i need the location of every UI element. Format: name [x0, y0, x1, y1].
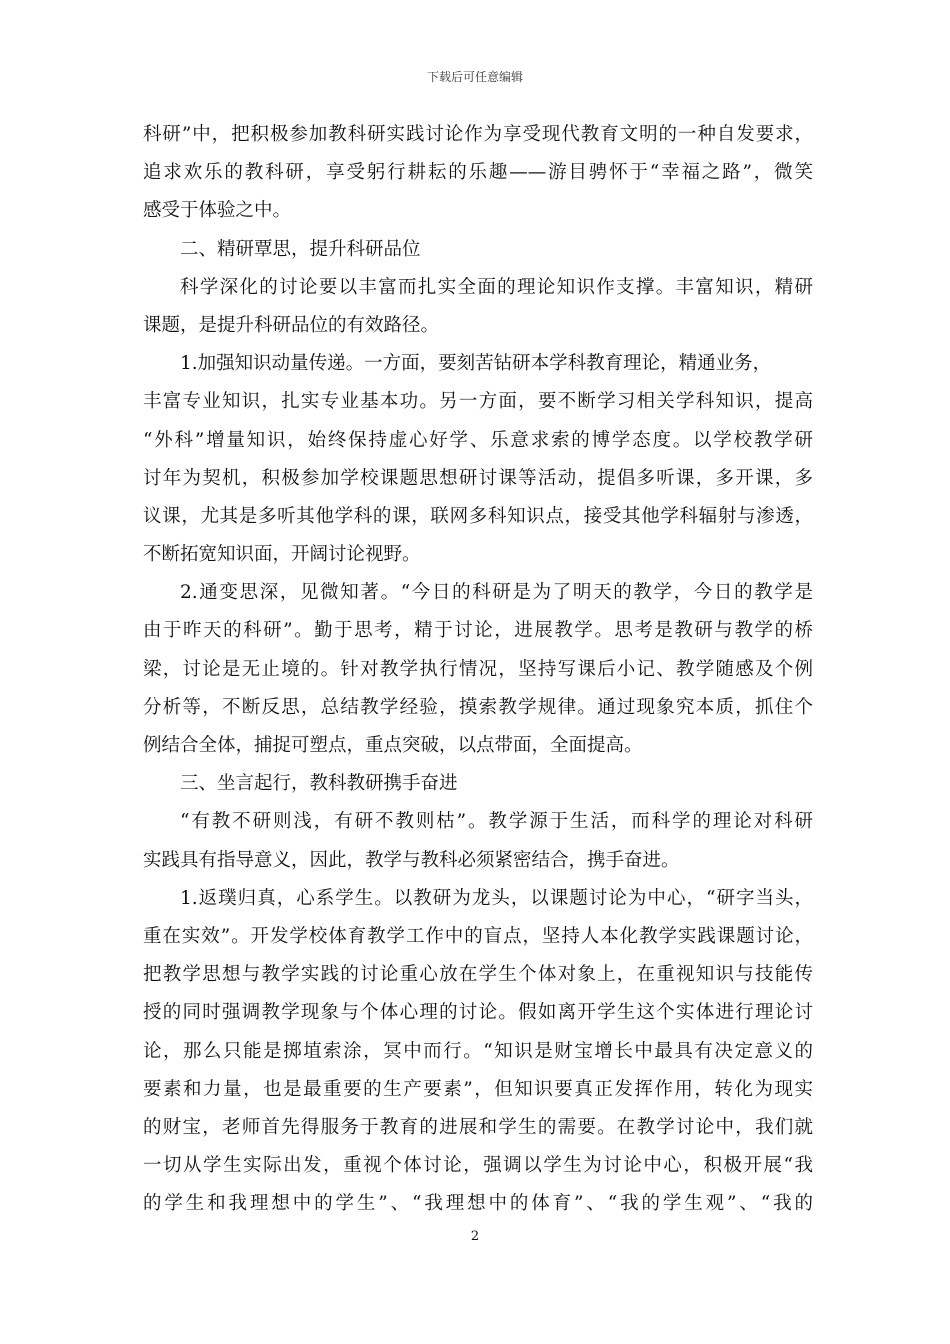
text-line: 科学深化的讨论要以丰富而扎实全面的理论知识作支撑。丰富知识，精研 — [180, 276, 813, 298]
text-line: 把教学思想与教学实践的讨论重心放在学生个体对象上，在重视知识与技能传 — [143, 964, 813, 986]
text-line: 1.加强知识动量传递。一方面，要刻苦钻研本学科教育理论，精通业务， — [180, 353, 772, 375]
text-line: 论，那么只能是掷埴索涂，冥中而行。“知识是财宝增长中最具有决定意义的 — [143, 1040, 813, 1062]
text-line: 二、精研覃思，提升科研品位 — [180, 238, 421, 260]
text-line: 课题，是提升科研品位的有效路径。 — [143, 314, 440, 336]
page-header: 下载后可任意编辑 — [426, 70, 523, 84]
text-line: 科研”中，把积极参加教科研实践讨论作为享受现代教育文明的一种自发要求， — [143, 124, 813, 145]
text-line: 要素和力量，也是最重要的生产要素”，但知识要真正发挥作用，转化为现实 — [143, 1078, 813, 1100]
text-line: 梁，讨论是无止境的。针对教学执行情况，坚持写课后小记、教学随感及个例 — [143, 658, 813, 680]
document-body — [143, 116, 813, 1223]
text-line: 重在实效”。开发学校体育教学工作中的盲点，坚持人本化教学实践课题讨论， — [143, 925, 813, 947]
text-line: 议课，尤其是多听其他学科的课，联网多科知识点，接受其他学科辐射与渗透， — [143, 505, 813, 527]
text-line: “外科”增量知识，始终保持虚心好学、乐意求索的博学态度。以学校教学研 — [143, 429, 813, 451]
text-line: 不断拓宽知识面，开阔讨论视野。 — [143, 544, 421, 566]
text-line: 2.通变思深，见微知著。“今日的科研是为了明天的教学，今日的教学是 — [180, 582, 813, 604]
text-line: 一切从学生实际出发，重视个体讨论，强调以学生为讨论中心，积极开展“我 — [143, 1155, 813, 1177]
text-line: 例结合全体，捕捉可塑点，重点突破，以点带面，全面提高。 — [143, 735, 643, 756]
text-line: 分析等，不断反思，总结教学经验，摸索教学规律。通过现象究本质，抓住个 — [143, 696, 813, 718]
text-line: 的财宝，老师首先得服务于教育的进展和学生的需要。在教学讨论中，我们就 — [143, 1116, 813, 1138]
text-line: 追求欢乐的教科研，享受躬行耕耘的乐趣——游目骋怀于“幸福之路”，微笑 — [143, 162, 813, 184]
text-line: 讨年为契机，积极参加学校课题思想研讨课等活动，提倡多听课，多开课，多 — [143, 467, 813, 489]
text-line: 1.返璞归真，心系学生。以教研为龙头，以课题讨论为中心，“研字当头， — [180, 887, 813, 909]
text-line: 丰富专业知识，扎实专业基本功。另一方面，要不断学习相关学科知识，提高 — [143, 391, 813, 413]
text-line: 授的同时强调教学现象与个体心理的讨论。假如离开学生这个实体进行理论讨 — [143, 1002, 813, 1024]
text-line: “有教不研则浅，有研不教则枯”。教学源于生活，而科学的理论对科研 — [180, 811, 813, 833]
text-line: 实践具有指导意义，因此，教学与教科必须紧密结合，携手奋进。 — [143, 849, 680, 871]
text-line: 感受于体验之中。 — [143, 200, 292, 222]
text-line: 的学生和我理想中的学生”、“我理想中的体育”、“我的学生观”、“我的 — [143, 1193, 813, 1215]
text-line: 三、坐言起行，教科教研携手奋进 — [180, 773, 458, 795]
text-line: 由于昨天的科研”。勤于思考，精于讨论，进展教学。思考是教研与教学的桥 — [143, 620, 813, 642]
page-number: 2 — [470, 1229, 480, 1244]
